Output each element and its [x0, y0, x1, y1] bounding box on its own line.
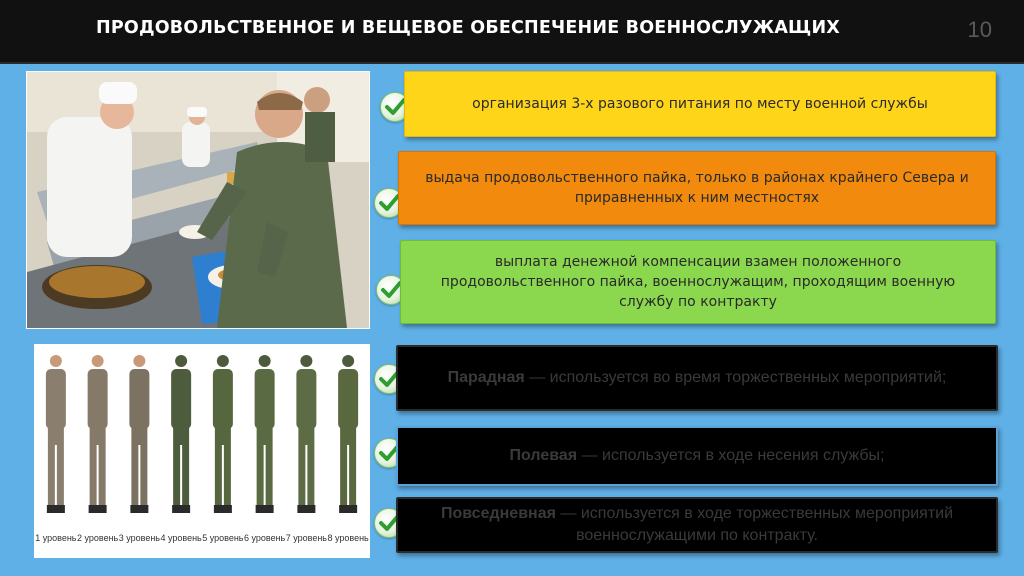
food-item-compensation	[400, 240, 996, 324]
uniform-item-parade	[396, 345, 998, 411]
uniform-level-label: 4 уровень	[160, 533, 202, 543]
uniform-desc: — используется во время торжественных мероприятий;	[529, 369, 947, 386]
uniform-figure	[213, 355, 233, 513]
uniform-figure	[338, 355, 358, 513]
page-number: 10	[967, 17, 992, 42]
canteen-photo	[26, 71, 370, 329]
uniform-term: Повседневная	[440, 505, 556, 522]
uniform-figure	[296, 355, 316, 513]
uniform-figure	[88, 355, 108, 513]
uniform-item-daily	[396, 497, 998, 553]
food-item-text: выплата денежной компенсации взамен положенного продовольственного пайка, военнослужащим, проходящим военную службу по контракту	[440, 254, 956, 310]
uniform-level-label: 2 уровень	[76, 533, 119, 543]
uniform-level-label: 8 уровень	[327, 533, 369, 543]
uniform-figure	[46, 355, 66, 513]
food-item-text: выдача продовольственного пайка, только в районах крайнего Севера и приравненных к ним местностях	[425, 170, 969, 206]
uniform-desc: — используется в ходе несения службы;	[581, 447, 885, 464]
uniform-level-label: 3 уровень	[118, 533, 161, 543]
uniform-level-label: 5 уровень	[202, 533, 244, 543]
food-item-meals	[404, 71, 996, 137]
uniform-desc: — используется в ходе торжественных мероприятий военнослужащими по контракту.	[560, 505, 954, 544]
uniform-figure	[255, 355, 275, 513]
uniform-figure	[129, 355, 149, 513]
uniform-levels-photo	[34, 344, 370, 558]
uniform-level-label: 6 уровень	[243, 533, 286, 543]
uniform-figure	[171, 355, 191, 513]
food-item-ration	[398, 151, 996, 225]
slide-title: ПРОДОВОЛЬСТВЕННОЕ И ВЕЩЕВОЕ ОБЕСПЕЧЕНИЕ ВОЕННОСЛУЖАЩИХ	[96, 18, 840, 38]
uniform-term: Парадная	[447, 369, 525, 386]
uniform-term: Полевая	[509, 447, 578, 464]
food-item-text: организация 3-х разового питания по месту военной службы	[472, 96, 928, 112]
uniform-level-label: 7 уровень	[285, 533, 328, 543]
uniform-item-field	[396, 426, 998, 486]
header-bar	[0, 0, 1024, 64]
uniform-level-label: 1 уровень	[35, 533, 77, 543]
